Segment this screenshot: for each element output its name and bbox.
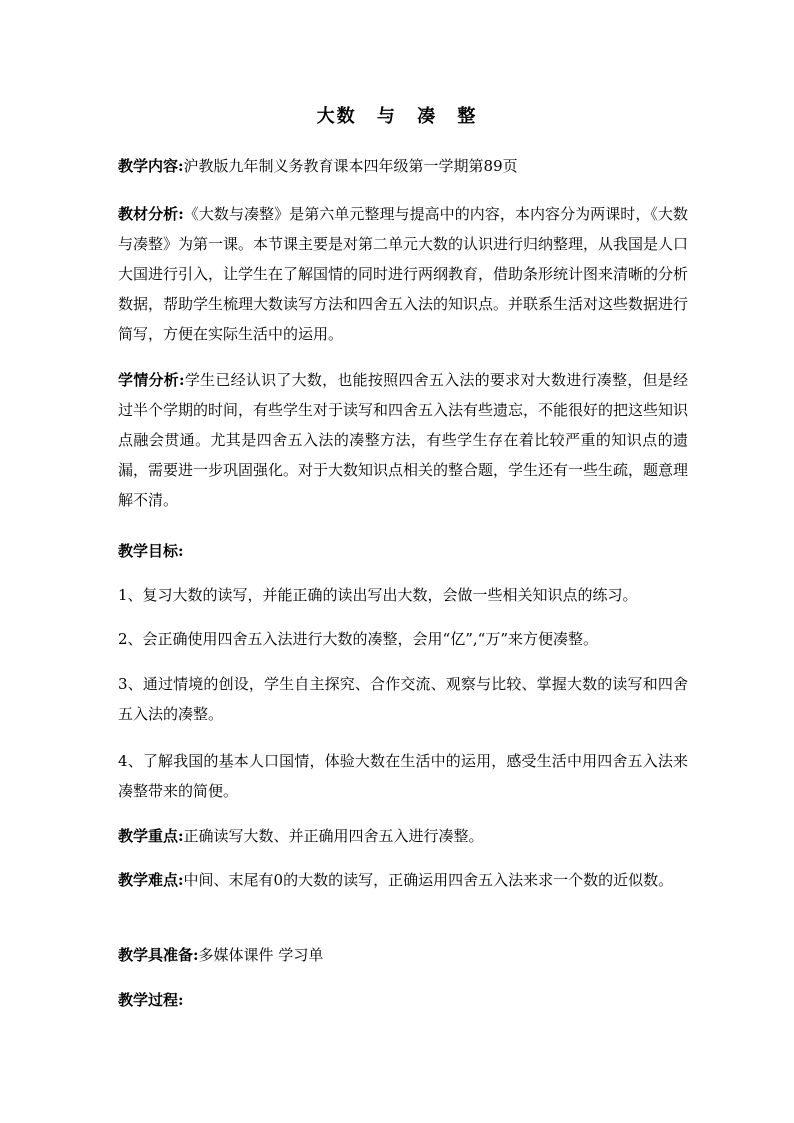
goal-item: 2、会正确使用四舍五入法进行大数的凑整，会用“亿”,“万”来方便凑整。: [118, 630, 598, 648]
material-analysis-text: 《大数与凑整》是第六单元整理与提高中的内容，本内容分为两课时，《大数与凑整》为第一课。本节课主要是对第二单元大数的认识进行归纳整理，从我国是人口大国进行引入，让学生在了解国情的同时进行两纲教育，借助条形统计图来清晰的分析数据，帮助学生梳理大数读写方法和四舍五入法的知识点。并联系生活对这些数据进行简写，方便在实际生活中的运用。: [118, 205, 689, 343]
learner-analysis-label: 学情分析:: [118, 371, 185, 389]
teaching-difficulty-text: 中间、末尾有0的大数的读写，正确运用四舍五入法来求一个数的近似数。: [183, 871, 674, 889]
learner-analysis-paragraph: [118, 365, 688, 515]
teaching-content-text: 沪教版九年制义务教育课本四年级第一学期第89页: [183, 157, 518, 175]
learner-analysis-text: 学生已经认识了大数，也能按照四舍五入法的要求对大数进行凑整，但是经过半个学期的时间，有些学生对于读写和四舍五入法有些遗忘，不能很好的把这些知识点融会贯通。尤其是四舍五入法的凑整方法，有些学生存在着比较严重的知识点的遗漏，需要进一步巩固强化。对于大数知识点相关的整合题，学生还有一些生疏，题意理解不清。: [118, 371, 689, 509]
teaching-prep-text: 多媒体课件 学习单: [198, 946, 324, 964]
teaching-goals-label: 教学目标:: [118, 542, 184, 560]
document-title: 大数 与 凑 整: [316, 106, 478, 127]
teaching-content-paragraph: [118, 151, 688, 181]
teaching-process-heading: [118, 985, 688, 1015]
goal-item: 3、通过情境的创设，学生自主探究、合作交流、观察与比较、掌握大数的读写和四舍五入法的凑整。: [118, 675, 688, 723]
teaching-content-label: 教学内容:: [118, 157, 184, 175]
teaching-difficulty-paragraph: [118, 865, 688, 895]
material-analysis-label: 教材分析:: [118, 205, 184, 223]
teaching-prep-label: 教学具准备:: [118, 946, 199, 964]
material-analysis-paragraph: [118, 199, 688, 349]
teaching-key-text: 正确读写大数、并正确用四舍五入进行凑整。: [183, 827, 484, 845]
goal-item: 1、复习大数的读写，并能正确的读出写出大数，会做一些相关知识点的练习。: [118, 586, 638, 604]
teaching-prep-paragraph: [118, 940, 688, 970]
teaching-difficulty-label: 教学难点:: [118, 871, 184, 889]
goal-item: 4、了解我国的基本人口国情，体验大数在生活中的运用，感受生活中用四舍五入法来凑整带来的简便。: [118, 752, 688, 800]
teaching-key-label: 教学重点:: [118, 827, 184, 845]
teaching-process-label: 教学过程:: [118, 991, 184, 1009]
teaching-goals-heading: [118, 536, 688, 566]
teaching-key-paragraph: [118, 821, 688, 851]
